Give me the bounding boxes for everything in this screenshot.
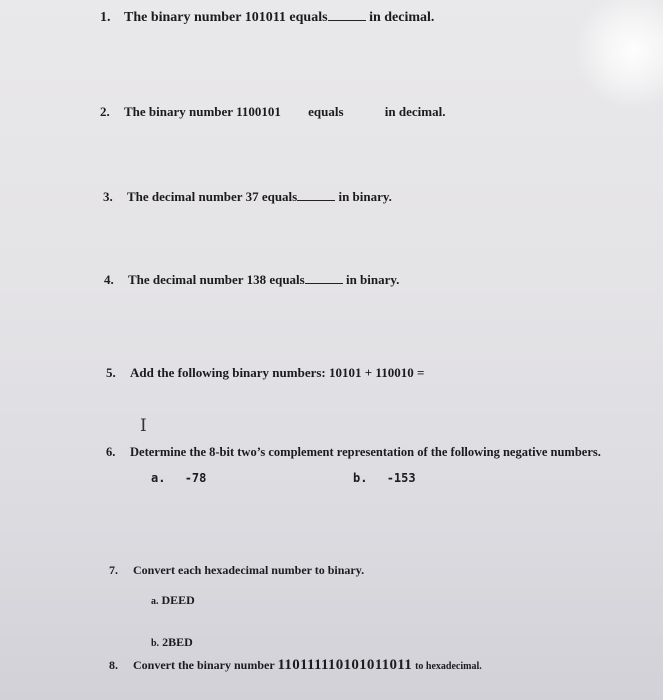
question-6b xyxy=(353,471,416,485)
question-7b xyxy=(151,635,193,650)
question-tail: in binary. xyxy=(345,272,400,287)
sub-value: DEED xyxy=(161,593,195,607)
sub-label: a. xyxy=(151,471,166,485)
question-tail: in binary. xyxy=(338,189,392,204)
question-number: 8. xyxy=(109,658,118,672)
question-number: 4. xyxy=(104,272,114,287)
question-text: Convert each hexadecimal number to binary. xyxy=(133,563,365,577)
sub-label: a. xyxy=(151,596,159,607)
question-7 xyxy=(109,563,364,578)
question-4 xyxy=(104,271,399,288)
question-number: 5. xyxy=(106,365,116,380)
sub-label: b. xyxy=(151,638,160,649)
question-tail: in decimal. xyxy=(384,104,446,119)
binary-value: 110111110101011011 xyxy=(277,657,413,673)
question-2 xyxy=(100,104,445,120)
question-7a xyxy=(151,593,195,608)
question-text: The decimal number 138 equals xyxy=(128,272,305,287)
sub-label: b. xyxy=(353,471,368,485)
question-text: The binary number 101011 equals xyxy=(124,10,328,25)
question-1 xyxy=(100,8,434,26)
question-6a xyxy=(151,471,206,485)
light-glare xyxy=(573,0,663,110)
question-number: 2. xyxy=(100,104,110,119)
question-3 xyxy=(103,188,392,205)
question-text: Determine the 8-bit two’s complement representation of the following negative numbers. xyxy=(130,445,601,459)
question-number: 3. xyxy=(103,189,113,204)
question-text: Convert the binary number xyxy=(133,658,275,672)
question-number: 7. xyxy=(109,563,118,577)
question-number: 6. xyxy=(106,445,116,459)
sub-value: 2BED xyxy=(162,635,193,649)
answer-blank xyxy=(297,188,335,201)
sub-value: -78 xyxy=(184,471,207,485)
question-tail: in decimal. xyxy=(369,10,435,25)
question-8 xyxy=(109,657,482,674)
answer-blank xyxy=(328,8,366,21)
question-text: Add the following binary numbers: 10101 + 110010 = xyxy=(130,365,425,380)
question-5 xyxy=(106,365,424,381)
question-number: 1. xyxy=(100,10,111,25)
text-cursor-icon: I xyxy=(140,416,147,436)
sub-value: -153 xyxy=(386,471,416,485)
question-tail: to hexadecimal. xyxy=(415,661,482,672)
question-text: The binary number 1100101 xyxy=(124,104,281,119)
question-text: The decimal number 37 equals xyxy=(127,189,298,204)
answer-blank xyxy=(305,271,343,284)
question-mid: equals xyxy=(308,104,344,119)
question-6 xyxy=(106,445,601,460)
